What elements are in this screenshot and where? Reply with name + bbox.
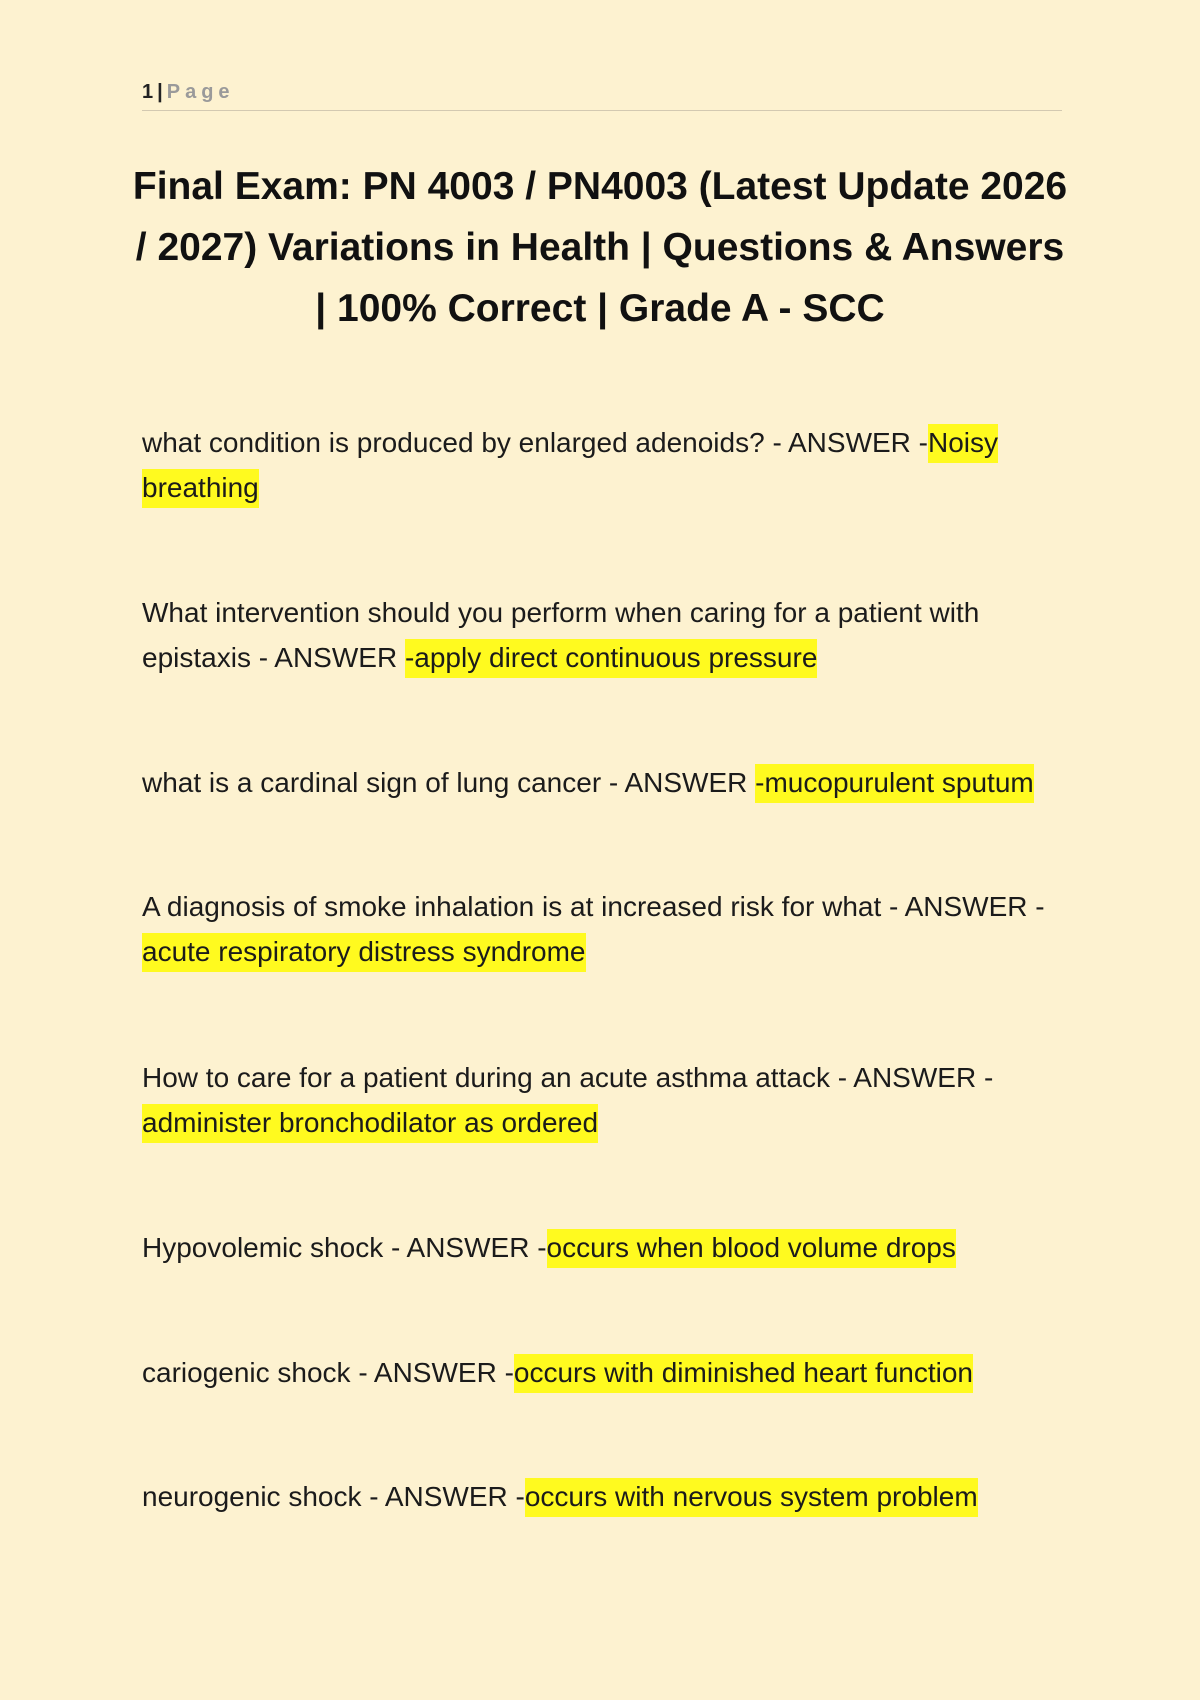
- qa-question: cariogenic shock - ANSWER -: [142, 1357, 514, 1388]
- qa-answer: occurs with nervous system problem: [525, 1478, 978, 1517]
- document-title: Final Exam: PN 4003 / PN4003 (Latest Update 2026 / 2027) Variations in Health | Questions & Answers | 100% Correct | Grade A - SCC: [132, 165, 1068, 330]
- qa-question: What intervention should you perform when caring for a patient with epistaxis - ANSWER: [142, 597, 980, 673]
- page-separator: |: [157, 81, 163, 103]
- qa-answer: Noisy breathing: [142, 424, 998, 508]
- qa-answer: -mucopurulent sputum: [755, 764, 1034, 803]
- qa-item: [142, 590, 1072, 680]
- qa-item: [142, 1225, 1072, 1270]
- page-label: Page: [166, 81, 235, 103]
- page-header: [142, 80, 1062, 111]
- qa-item: [142, 1350, 1072, 1395]
- qa-answer: administer bronchodilator as ordered: [142, 1104, 598, 1143]
- qa-item: [142, 1055, 1072, 1145]
- qa-answer: occurs with diminished heart function: [514, 1354, 973, 1393]
- qa-answer: acute respiratory distress syndrome: [142, 933, 586, 972]
- qa-item: [142, 884, 1072, 974]
- qa-item: [142, 760, 1072, 805]
- qa-question: Hypovolemic shock - ANSWER -: [142, 1232, 547, 1263]
- page-number: 1: [142, 81, 154, 103]
- qa-answer: occurs when blood volume drops: [547, 1229, 956, 1268]
- qa-item: [142, 1474, 1072, 1519]
- qa-question: neurogenic shock - ANSWER -: [142, 1481, 525, 1512]
- qa-question: A diagnosis of smoke inhalation is at increased risk for what - ANSWER -: [142, 891, 1045, 922]
- qa-item: [142, 420, 1072, 510]
- qa-question: How to care for a patient during an acute asthma attack - ANSWER -: [142, 1062, 994, 1093]
- qa-answer: -apply direct continuous pressure: [405, 639, 817, 678]
- qa-question: what is a cardinal sign of lung cancer - ANSWER: [142, 767, 756, 798]
- qa-question: what condition is produced by enlarged adenoids? - ANSWER -: [142, 427, 928, 458]
